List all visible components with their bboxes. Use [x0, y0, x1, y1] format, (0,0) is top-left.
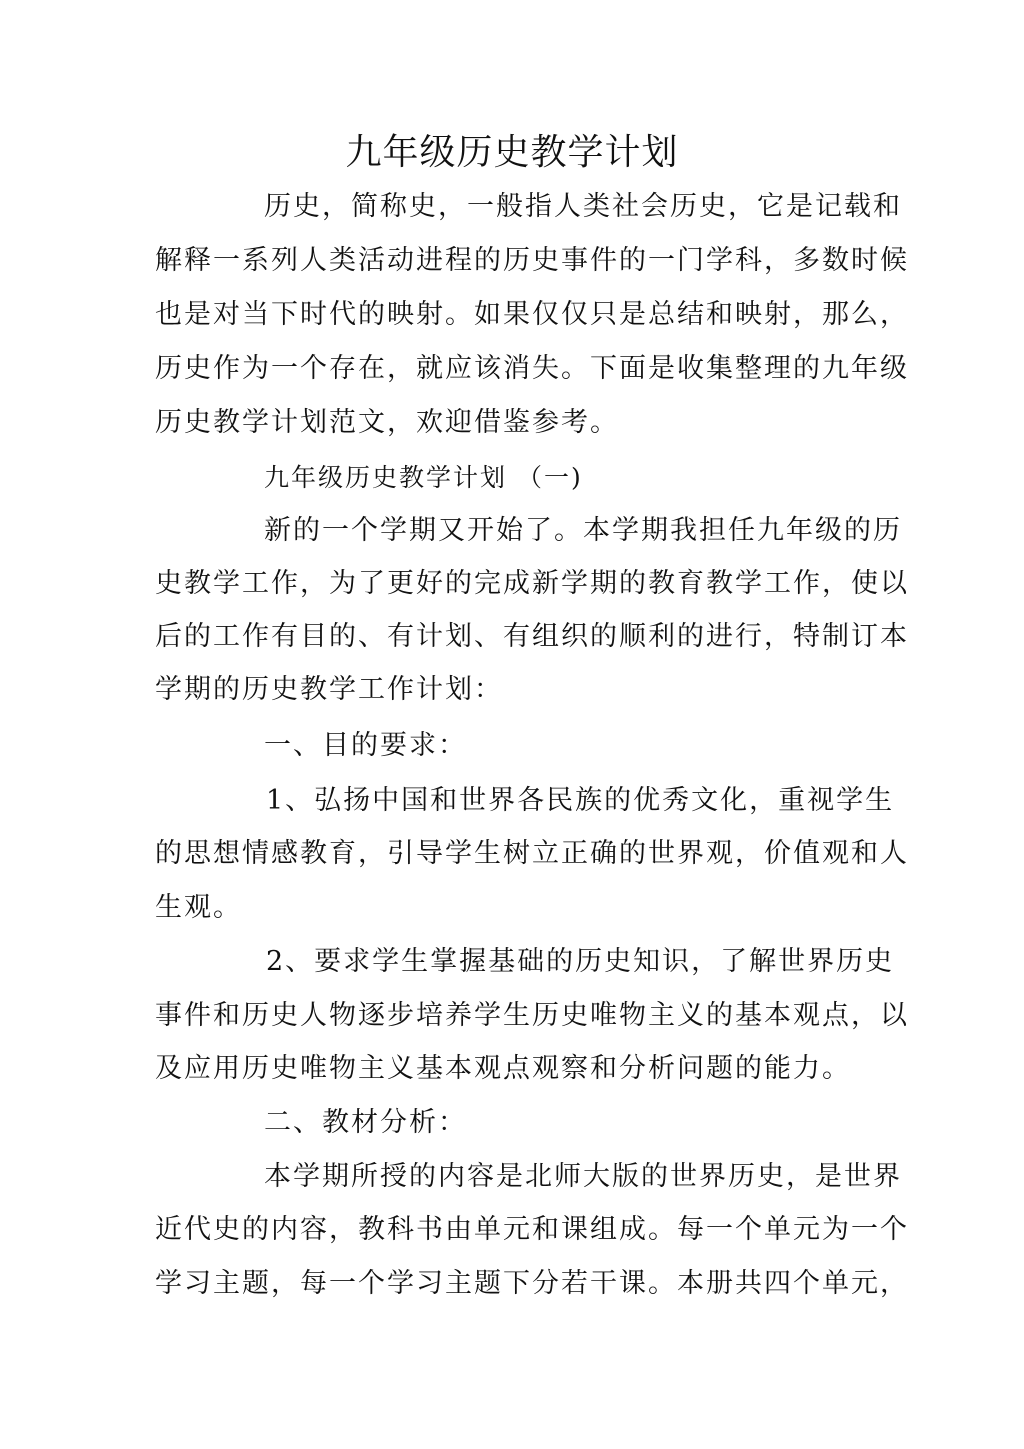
text-line: 的思想情感教育，引导学生树立正确的世界观，价值观和人: [155, 838, 909, 869]
text-line: 历史，简称史，一般指人类社会历史，它是记载和: [264, 191, 902, 222]
text-line: 学习主题，每一个学习主题下分若干课。本册共四个单元，: [155, 1268, 909, 1299]
text-line: 1、弘扬中国和世界各民族的优秀文化，重视学生: [266, 785, 895, 816]
text-line: 后的工作有目的、有计划、有组织的顺利的进行，特制订本: [155, 621, 909, 652]
text-line: 学期的历史教学工作计划：: [155, 674, 503, 705]
text-line: 及应用历史唯物主义基本观点观察和分析问题的能力。: [155, 1053, 851, 1084]
text-line: 史教学工作，为了更好的完成新学期的教育教学工作，使以: [155, 568, 909, 599]
text-line: 2、要求学生掌握基础的历史知识，了解世界历史: [266, 946, 895, 977]
text-line: 新的一个学期又开始了。本学期我担任九年级的历: [264, 515, 902, 546]
text-line: 解释一系列人类活动进程的历史事件的一门学科，多数时候: [155, 245, 909, 276]
text-line: 事件和历史人物逐步培养学生历史唯物主义的基本观点，以: [155, 1000, 909, 1031]
document-title: 九年级历史教学计划: [345, 132, 679, 173]
section-heading: 一、目的要求：: [264, 730, 467, 761]
text-line: 历史教学计划范文，欢迎借鉴参考。: [155, 407, 619, 438]
text-line: 也是对当下时代的映射。如果仅仅只是总结和映射，那么，: [155, 299, 909, 330]
text-line: 历史作为一个存在，就应该消失。下面是收集整理的九年级: [155, 353, 909, 384]
text-line: 生观。: [155, 892, 242, 923]
text-line: 本学期所授的内容是北师大版的世界历史，是世界: [264, 1161, 902, 1192]
text-line: 近代史的内容，教科书由单元和课组成。每一个单元为一个: [155, 1214, 909, 1245]
section-heading: 二、教材分析：: [264, 1107, 467, 1138]
section-heading: 九年级历史教学计划 （一): [264, 463, 583, 492]
